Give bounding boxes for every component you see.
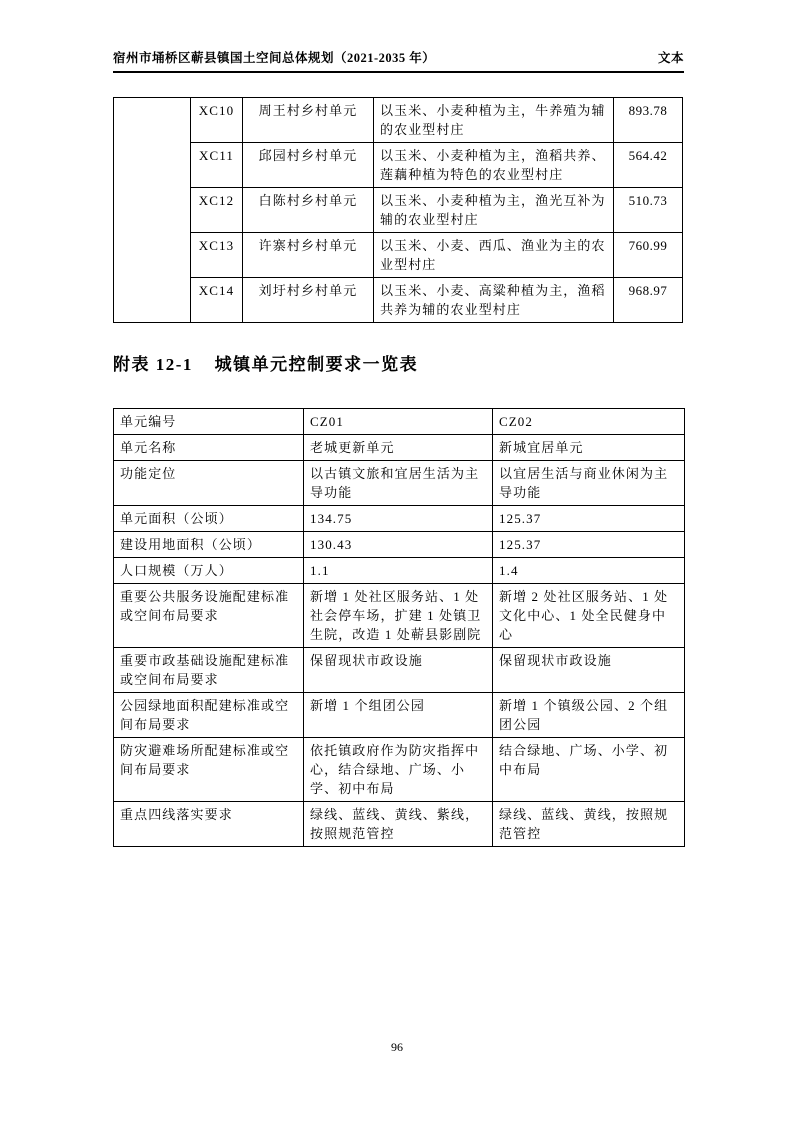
unit-code-cell: XC13 bbox=[191, 233, 243, 278]
table-row bbox=[114, 188, 683, 233]
row-label-cell: 人口规模（万人） bbox=[114, 558, 304, 584]
page-header bbox=[113, 48, 684, 73]
unit-description-cell: 以玉米、小麦、西瓜、渔业为主的农业型村庄 bbox=[374, 233, 614, 278]
cz01-cell: 绿线、蓝线、黄线、紫线，按照规范管控 bbox=[304, 802, 493, 847]
unit-description-cell: 以玉米、小麦、高粱种植为主，渔稻共养为辅的农业型村庄 bbox=[374, 278, 614, 323]
cz02-cell: 绿线、蓝线、黄线，按照规范管控 bbox=[493, 802, 685, 847]
table-row bbox=[114, 278, 683, 323]
unit-name-cell: 邱园村乡村单元 bbox=[243, 143, 374, 188]
empty-carryover-cell bbox=[114, 98, 191, 323]
row-label-cell: 单元面积（公顷） bbox=[114, 506, 304, 532]
unit-description-cell: 以玉米、小麦种植为主，渔光互补为辅的农业型村庄 bbox=[374, 188, 614, 233]
cz02-cell: 125.37 bbox=[493, 506, 685, 532]
table-row bbox=[114, 802, 685, 847]
page-number: 96 bbox=[391, 1040, 403, 1054]
table-row bbox=[114, 435, 685, 461]
table-row bbox=[114, 558, 685, 584]
table-row bbox=[114, 461, 685, 506]
cz01-cell: CZ01 bbox=[304, 409, 493, 435]
unit-name-cell: 周王村乡村单元 bbox=[243, 98, 374, 143]
table-row bbox=[114, 233, 683, 278]
cz02-cell: 保留现状市政设施 bbox=[493, 648, 685, 693]
cz01-cell: 1.1 bbox=[304, 558, 493, 584]
table-row bbox=[114, 98, 683, 143]
table-row bbox=[114, 693, 685, 738]
appendix-heading-title: 城镇单元控制要求一览表 bbox=[214, 355, 419, 374]
appendix-table-heading bbox=[113, 350, 418, 375]
unit-description-cell: 以玉米、小麦种植为主，渔稻共养、莲藕种植为特色的农业型村庄 bbox=[374, 143, 614, 188]
unit-name-cell: 刘圩村乡村单元 bbox=[243, 278, 374, 323]
cz01-cell: 130.43 bbox=[304, 532, 493, 558]
row-label-cell: 公园绿地面积配建标准或空间布局要求 bbox=[114, 693, 304, 738]
cz02-cell: 125.37 bbox=[493, 532, 685, 558]
unit-name-cell: 许寨村乡村单元 bbox=[243, 233, 374, 278]
cz02-cell: 新城宜居单元 bbox=[493, 435, 685, 461]
row-label-cell: 重点四线落实要求 bbox=[114, 802, 304, 847]
row-label-cell: 重要市政基础设施配建标准或空间布局要求 bbox=[114, 648, 304, 693]
row-label-cell: 单元名称 bbox=[114, 435, 304, 461]
unit-code-cell: XC12 bbox=[191, 188, 243, 233]
header-doc-type: 文本 bbox=[657, 51, 684, 65]
row-label-cell: 防灾避难场所配建标准或空间布局要求 bbox=[114, 738, 304, 802]
table-row bbox=[114, 409, 685, 435]
town-unit-control-table bbox=[113, 408, 685, 847]
unit-code-cell: XC10 bbox=[191, 98, 243, 143]
table-row bbox=[114, 648, 685, 693]
unit-area-cell: 760.99 bbox=[614, 233, 683, 278]
table-row bbox=[114, 506, 685, 532]
unit-code-cell: XC14 bbox=[191, 278, 243, 323]
row-label-cell: 功能定位 bbox=[114, 461, 304, 506]
cz01-cell: 以古镇文旅和宜居生活为主导功能 bbox=[304, 461, 493, 506]
cz02-cell: 新增 1 个镇级公园、2 个组团公园 bbox=[493, 693, 685, 738]
cz01-cell: 新增 1 个组团公园 bbox=[304, 693, 493, 738]
cz01-cell: 新增 1 处社区服务站、1 处社会停车场，扩建 1 处镇卫生院，改造 1 处蕲县影剧院 bbox=[304, 584, 493, 648]
cz02-cell: 以宜居生活与商业休闲为主导功能 bbox=[493, 461, 685, 506]
appendix-heading-label: 附表 12-1 bbox=[113, 355, 193, 374]
table-row bbox=[114, 738, 685, 802]
cz02-cell: CZ02 bbox=[493, 409, 685, 435]
table-row bbox=[114, 143, 683, 188]
unit-name-cell: 白陈村乡村单元 bbox=[243, 188, 374, 233]
unit-area-cell: 968.97 bbox=[614, 278, 683, 323]
unit-area-cell: 893.78 bbox=[614, 98, 683, 143]
row-label-cell: 建设用地面积（公顷） bbox=[114, 532, 304, 558]
cz02-cell: 新增 2 处社区服务站、1 处文化中心、1 处全民健身中心 bbox=[493, 584, 685, 648]
unit-area-cell: 564.42 bbox=[614, 143, 683, 188]
cz01-cell: 保留现状市政设施 bbox=[304, 648, 493, 693]
table-row bbox=[114, 584, 685, 648]
cz02-cell: 1.4 bbox=[493, 558, 685, 584]
unit-code-cell: XC11 bbox=[191, 143, 243, 188]
unit-area-cell: 510.73 bbox=[614, 188, 683, 233]
page-footer bbox=[0, 1040, 794, 1055]
cz01-cell: 134.75 bbox=[304, 506, 493, 532]
cz01-cell: 依托镇政府作为防灾指挥中心，结合绿地、广场、小学、初中布局 bbox=[304, 738, 493, 802]
table-row bbox=[114, 532, 685, 558]
unit-description-cell: 以玉米、小麦种植为主，牛养殖为辅的农业型村庄 bbox=[374, 98, 614, 143]
row-label-cell: 单元编号 bbox=[114, 409, 304, 435]
cz02-cell: 结合绿地、广场、小学、初中布局 bbox=[493, 738, 685, 802]
village-unit-table bbox=[113, 97, 683, 323]
cz01-cell: 老城更新单元 bbox=[304, 435, 493, 461]
row-label-cell: 重要公共服务设施配建标准或空间布局要求 bbox=[114, 584, 304, 648]
header-title: 宿州市埇桥区蕲县镇国土空间总体规划（2021-2035 年） bbox=[113, 51, 436, 65]
